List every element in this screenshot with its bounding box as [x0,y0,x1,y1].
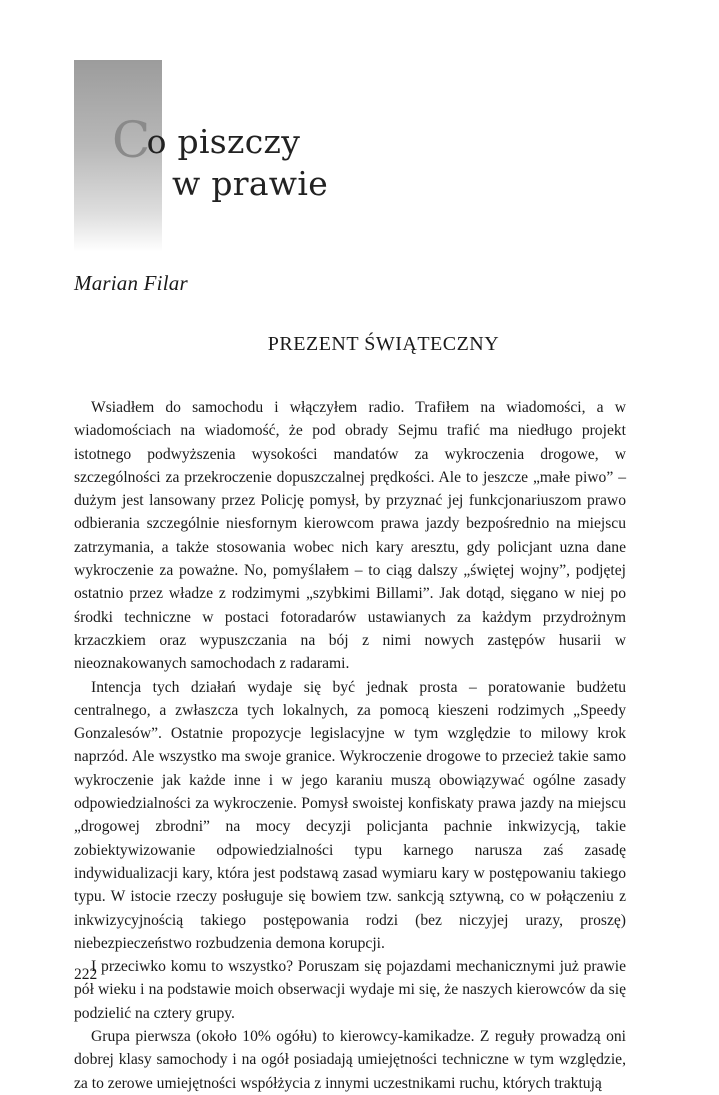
page-number: 222 [74,966,98,983]
section-title-line-1-text: o piszczy [146,122,301,161]
paragraph: I przeciwko komu to wszystko? Poruszam się pojazdami mechanicznymi już prawie pół wieku i na podstawie moich obserwacji wydaje mi się, że naszych kierowców da się podzielić na cztery grupy. [74,958,626,1022]
article-title: PREZENT ŚWIĄTECZNY [267,333,500,355]
section-title [112,111,329,204]
section-title-line-2: w prawie [172,164,329,203]
section-title-line-1 [112,111,328,169]
author-name: Marian Filar [74,271,188,295]
paragraph: Grupa pierwsza (około 10% ogółu) to kierowcy-kamikadze. Z reguły prowadzą oni dobrej klasy samochody i na ogół posiadają umiejętności techniczne w tym względzie, za to zerowe umiejętności współżycia z innymi uczestnikami ruchu, których traktują [74,1028,626,1092]
paragraph: Intencja tych działań wydaje się być jednak prosta – poratowanie budżetu centralnego, a zwłaszcza tych lokalnych, za pomocą kieszeni rodzimych „Speedy Gonzalesów”. Ostatnie propozycje legislacyjne w tym względzie to milowy krok naprzód. Ale wszystko ma swoje granice. Wykroczenie drogowe to przecież takie samo wykroczenie jak każde inne i w jego karaniu muszą obowiązywać ogólne zasady odpowiedzialności za wykroczenie. Pomysł swoistej konfiskaty prawa jazdy na miejscu „drogowej zbrodni” na mocy decyzji policjanta pachnie inkwizycją, takie zobiektywizowanie odpowiedzialności typu karnego narusza zaś zasadę indywidualizacji kary, która jest podstawą zasad wymiaru kary w postępowaniu takiego typu. W istocie rzeczy posługuje się bowiem tzw. sankcją sztywną, co w połączeniu z inkwizycyjnością takiego postępowania rodzi (bez niczyjej urazy, proszę) niebezpieczeństwo rozbudzenia demona korupcji. [74,678,626,952]
section-title-initial: C [112,111,151,169]
paragraph: Wsiadłem do samochodu i włączyłem radio. Trafiłem na wiadomości, a w wiadomościach na wiadomość, że pod obrady Sejmu trafić ma niedługo projekt istotnego podwyższenia wysokości mandatów za wykroczenia drogowe, w szczególności za przekroczenie dopuszczalnej prędkości. Ale to jeszcze „małe piwo” – dużym jest lansowany przez Policję pomysł, by przyznać jej funkcjonariuszom prawo odbierania szczególnie niesfornym kierowcom prawa jazdy bezpośrednio na miejscu zatrzymania, a także stosowania wobec nich kary aresztu, gdy policjant uzna dane wykroczenie za poważne. No, pomyślałem – to ciąg dalszy „świętej wojny”, podjętej ostatnio przez władze z rodzimymi „szybkimi Billami”. Jak dotąd, sięgano w niej po środki techniczne w postaci fotoradarów ustawianych za każdym przydrożnym krzaczkiem oraz wypuszczania na bój z nimi nowych zastępów husarii w nieoznakowanych samochodach z radarami. [74,399,626,673]
article-body [74,396,626,1095]
